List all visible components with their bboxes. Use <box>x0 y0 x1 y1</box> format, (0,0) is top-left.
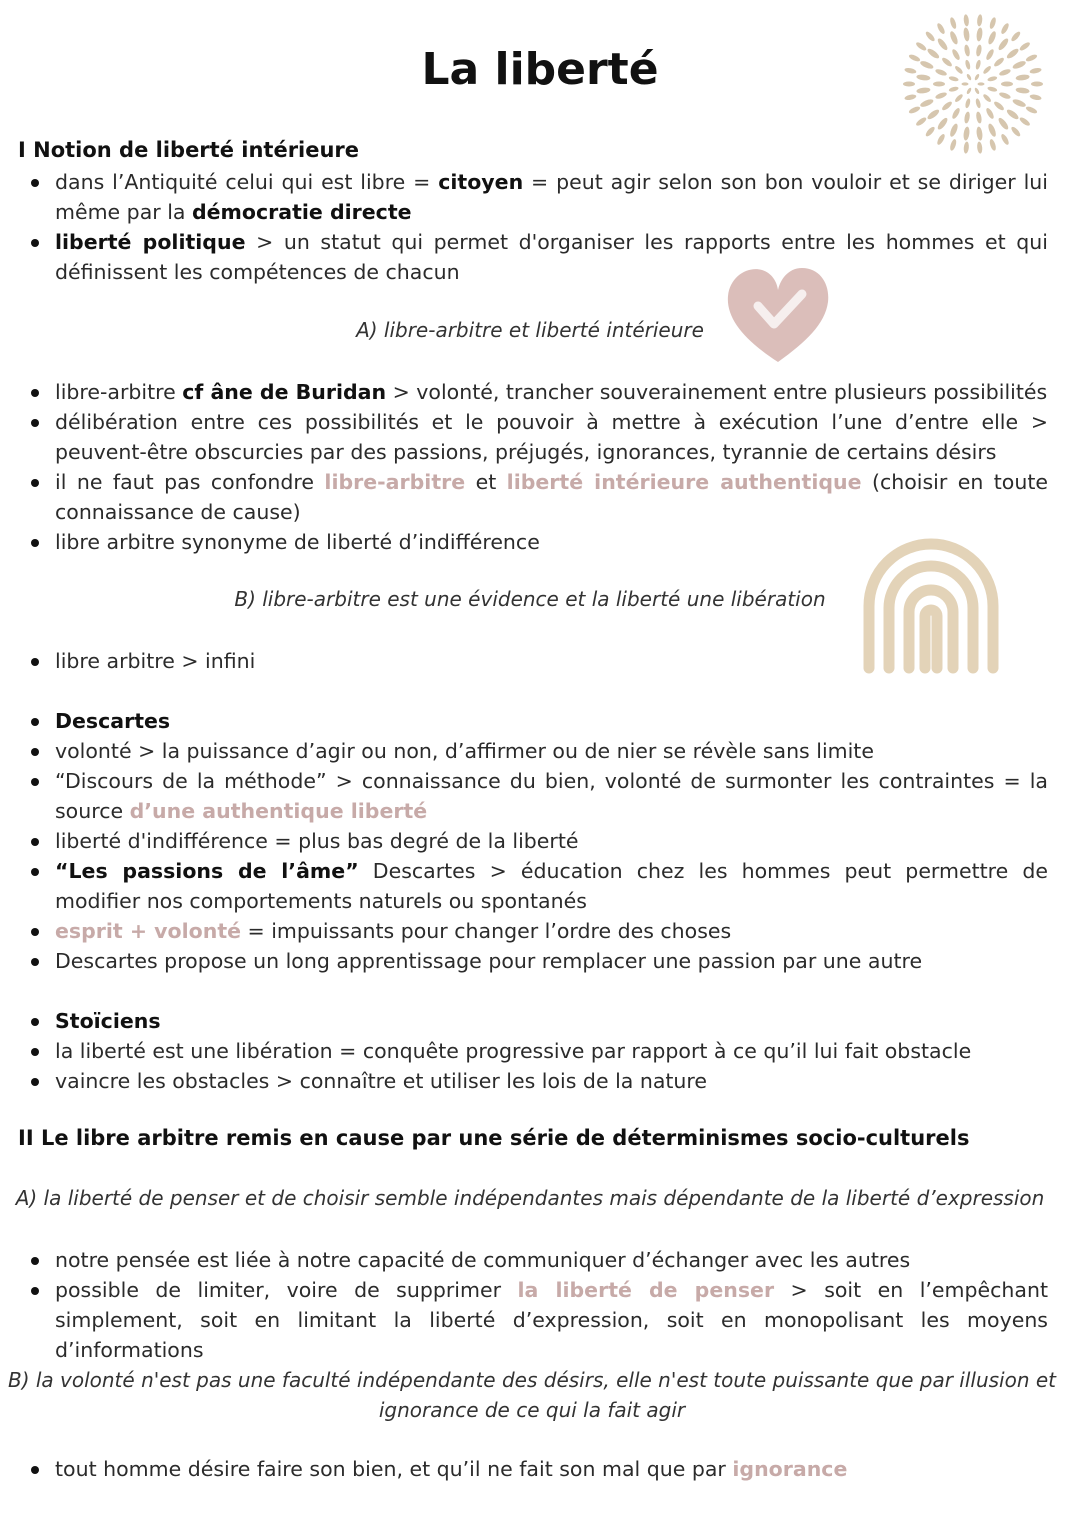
list-item: notre pensée est liée à notre capacité de communiquer d’échanger avec les autres <box>30 1245 1048 1275</box>
flower-petal <box>982 65 992 75</box>
flower-petal <box>951 107 961 120</box>
list-item: esprit + volonté = impuissants pour changer l’ordre des choses <box>30 916 1048 946</box>
flower-petal <box>919 98 934 109</box>
list-item: Descartes <box>30 706 1048 736</box>
flower-petal <box>916 74 931 81</box>
flower-petal <box>974 87 980 95</box>
flower-petal <box>933 82 945 87</box>
flower-petal <box>1005 108 1020 121</box>
flower-petal <box>1025 53 1038 62</box>
flower-petal <box>926 47 941 60</box>
flower-petal <box>976 126 983 141</box>
flower-petal <box>985 48 995 61</box>
flower-petal <box>975 98 982 109</box>
flower-petal <box>978 82 985 85</box>
section-2a-list <box>30 1245 1048 1365</box>
flower-petal <box>936 37 949 52</box>
list-item: la liberté est une libération = conquête progressive par rapport à ce qu’il lui fait obstacle <box>30 1036 1048 1066</box>
flower-petal <box>1031 82 1043 87</box>
flower-petal <box>997 37 1010 52</box>
flower-petal <box>993 56 1005 68</box>
flower-petal <box>987 75 998 82</box>
flower-petal <box>977 14 983 26</box>
flower-petal <box>954 65 964 75</box>
flower-petal <box>963 27 970 42</box>
flower-petal <box>904 67 917 74</box>
flower-petal <box>916 87 931 94</box>
flower-petal <box>1029 94 1042 101</box>
subheading-2a: A) la liberté de penser et de choisir semble indépendantes mais dépendante de la liberté d’expression <box>15 1186 1045 1210</box>
flower-petal <box>951 48 961 61</box>
flower-petal <box>915 41 928 52</box>
flower-petal <box>941 100 953 112</box>
list-item: tout homme désire faire son bien, et qu’il ne fait son mal que par ignorance <box>30 1454 1048 1484</box>
flower-petal <box>1000 133 1010 146</box>
flower-petal <box>949 30 960 45</box>
page-title: La liberté <box>421 44 659 95</box>
section-1a-list <box>30 377 1048 557</box>
subheading-1b: B) libre-arbitre est une évidence et la liberté une libération <box>234 587 826 611</box>
flower-petal <box>954 93 964 103</box>
list-item: libre arbitre > infini <box>30 646 1048 676</box>
list-item: délibération entre ces possibilités et le pouvoir à mettre à exécution l’une d’entre elle > peuvent-être obscurcies par des passions, préjugés, ignorances, tyrannie de certains désirs <box>30 407 1048 467</box>
flower-petal <box>982 93 992 103</box>
flower-petal <box>975 44 982 57</box>
flower-petal <box>949 17 957 30</box>
flower-petal <box>936 133 946 146</box>
list-item: libre-arbitre cf âne de Buridan > volonté, trancher souverainement entre plusieurs possibilités <box>30 377 1048 407</box>
flower-petal <box>1018 41 1031 52</box>
list-item: “Les passions de l’âme” Descartes > éducation chez les hommes peut permettre de modifier nos comportements naturels ou spontanés <box>30 856 1048 916</box>
section-1-intro-list <box>30 167 1048 287</box>
flower-petal <box>903 82 915 87</box>
flower-petal <box>987 86 998 93</box>
list-item: dans l’Antiquité celui qui est libre = citoyen = peut agir selon son bon vouloir et se diriger lui même par la démocratie directe <box>30 167 1048 227</box>
subheading-2b-line-2: ignorance de ce qui la fait agir <box>378 1398 686 1422</box>
flower-petal <box>975 111 982 124</box>
flower-petal <box>924 30 936 42</box>
flower-petal <box>975 59 982 70</box>
flower-petal <box>908 105 921 114</box>
flower-petal <box>919 60 934 71</box>
flower-petal <box>963 126 970 141</box>
flower-petal <box>964 59 971 70</box>
subheading-2b-line-1: B) la volonté n'est pas une faculté indépendante des désirs, elle n'est toute puissante que par illusion et <box>7 1368 1057 1392</box>
flower-petal <box>985 107 995 120</box>
flower-petal <box>974 73 980 81</box>
flower-petal <box>924 125 936 137</box>
flower-petal <box>1005 47 1020 60</box>
flower-petal <box>987 123 998 138</box>
section-1-heading: I Notion de liberté intérieure <box>18 138 360 162</box>
flower-petal <box>964 98 971 109</box>
flower-petal <box>936 22 946 35</box>
section-1b-list <box>30 646 1048 1096</box>
flower-petal <box>964 111 971 124</box>
flower-petal <box>976 27 983 42</box>
flower-petal <box>935 68 948 77</box>
list-item: liberté d'indifférence = plus bas degré de la liberté <box>30 826 1048 856</box>
flower-petal <box>997 116 1010 131</box>
flower-petal <box>926 108 941 121</box>
flower-petal <box>1000 22 1010 35</box>
list-item: il ne faut pas confondre libre-arbitre et liberté intérieure authentique (choisir en toute connaissance de cause) <box>30 467 1048 527</box>
flower-petal <box>936 116 949 131</box>
flower-petal <box>1012 60 1027 71</box>
flower-petal <box>989 17 997 30</box>
subheading-2b <box>0 1365 1064 1425</box>
flower-petal <box>998 68 1011 77</box>
flower-petal <box>908 53 921 62</box>
flower-petal <box>949 138 957 151</box>
flower-petal <box>963 14 969 26</box>
flower-petal <box>1001 82 1013 87</box>
section-2-heading: II Le libre arbitre remis en cause par une série de déterminismes socio-culturels <box>18 1126 970 1150</box>
list-item: liberté politique > un statut qui permet d'organiser les rapports entre les hommes et qui définissent les compétences de chacun <box>30 227 1048 287</box>
flower-petal <box>904 94 917 101</box>
flower-petal <box>966 73 972 81</box>
flower-petal <box>987 30 998 45</box>
list-item: volonté > la puissance d’agir ou non, d’affirmer ou de nier se révèle sans limite <box>30 736 1048 766</box>
subheading-1a: A) libre-arbitre et liberté intérieure <box>356 318 704 342</box>
flower-petal <box>935 91 948 100</box>
section-2b-list <box>30 1454 1048 1484</box>
list-item: Descartes propose un long apprentissage pour remplacer une passion par une autre <box>30 946 1048 976</box>
flower-petal <box>941 56 953 68</box>
flower-petal <box>1015 74 1030 81</box>
flower-petal <box>1015 87 1030 94</box>
flower-petal <box>1029 67 1042 74</box>
list-item: vaincre les obstacles > connaître et utiliser les lois de la nature <box>30 1066 1048 1096</box>
flower-petal <box>949 123 960 138</box>
flower-petal <box>1012 98 1027 109</box>
flower-petal <box>989 138 997 151</box>
flower-petal <box>1010 30 1022 42</box>
flower-petal <box>948 86 959 93</box>
flower-petal <box>1018 116 1031 127</box>
flower-petal <box>963 141 969 153</box>
list-item: libre arbitre synonyme de liberté d’indifférence <box>30 527 1048 557</box>
list-item: possible de limiter, voire de supprimer la liberté de penser > soit en l’empêchant simplement, soit en limitant la liberté d’expression, soit en monopolisant les moyens d’informations <box>30 1275 1048 1365</box>
list-item: “Discours de la méthode” > connaissance du bien, volonté de surmonter les contraintes = la source d’une authentique liberté <box>30 766 1048 826</box>
flower-petal <box>962 82 969 85</box>
list-item: Stoïciens <box>30 1006 1048 1036</box>
flower-petal <box>1010 125 1022 137</box>
flower-petal <box>948 75 959 82</box>
flower-petal <box>964 44 971 57</box>
flower-petal <box>915 116 928 127</box>
flower-petal <box>1025 105 1038 114</box>
flower-petal <box>977 141 983 153</box>
flower-petal <box>993 100 1005 112</box>
flower-burst-icon <box>898 14 1048 154</box>
flower-petal <box>998 91 1011 100</box>
flower-petal <box>966 87 972 95</box>
